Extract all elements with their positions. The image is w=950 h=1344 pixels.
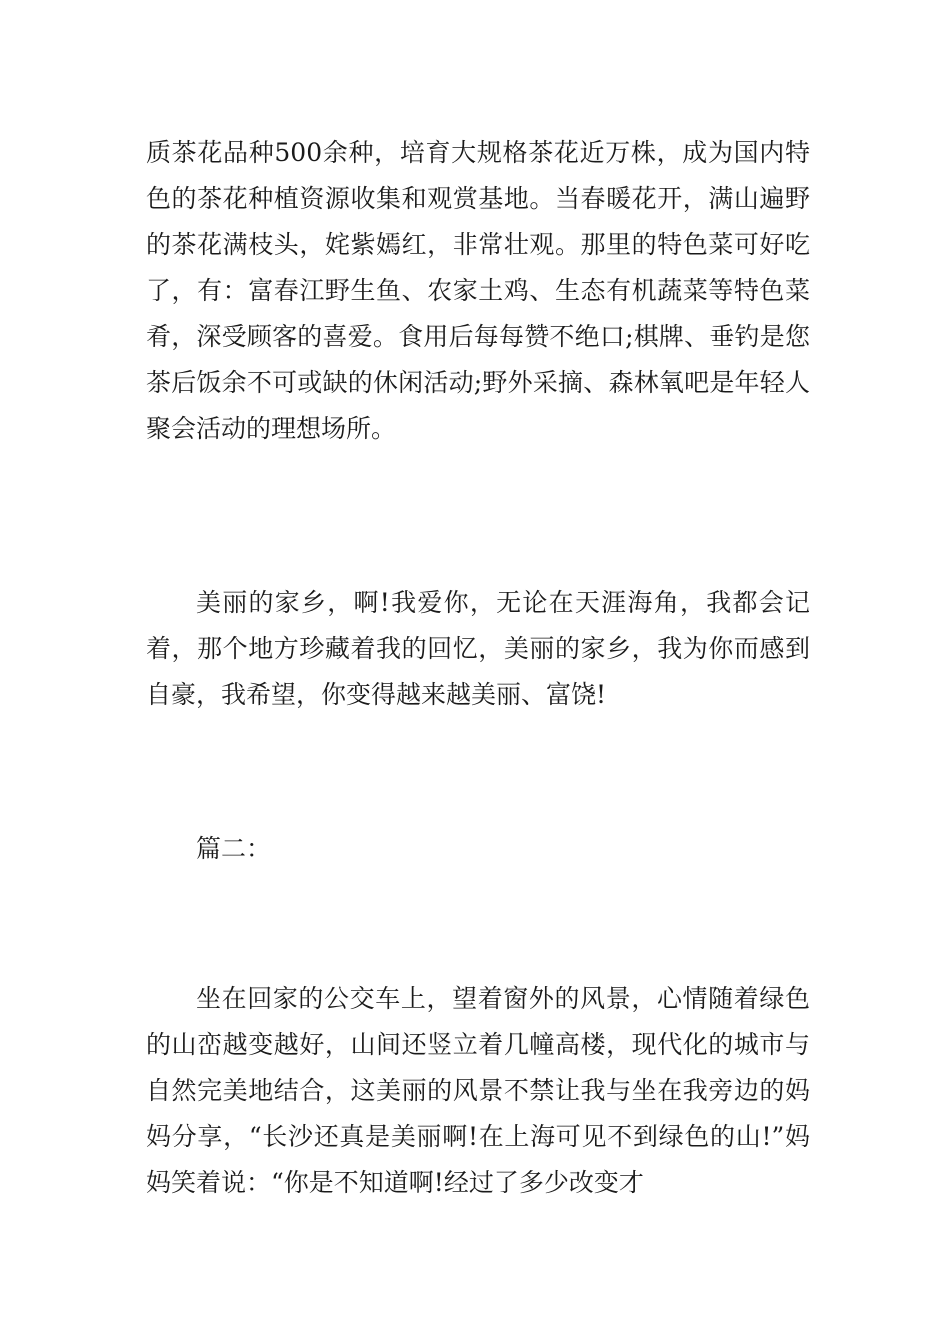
paragraph-bus-ride: 坐在回家的公交车上，望着窗外的风景，心情随着绿色的山峦越变越好，山间还竖立着几幢高楼，现代化的城市与自然完美地结合，这美丽的风景不禁让我与坐在我旁边的妈妈分享，“长沙还真是美丽啊!在上海可见不到绿色的山!”妈妈笑着说：“你是不知道啊!经过了多少改变才: [146, 984, 810, 1197]
paragraph-beautiful-hometown: 美丽的家乡，啊!我爱你，无论在天涯海角，我都会记着，那个地方珍藏着我的回忆，美丽的家乡，我为你而感到自豪，我希望，你变得越来越美丽、富饶!: [146, 588, 810, 709]
section-heading-part-two: 篇二：: [196, 834, 272, 863]
paragraph-camellia-base: 质茶花品种500余种，培育大规格茶花近万株，成为国内特色的茶花种植资源收集和观赏基地。当春暖花开，满山遍野的茶花满枝头，姹紫嫣红，非常壮观。那里的特色菜可好吃了，有：富春江野生鱼、农家土鸡、生态有机蔬菜等特色菜肴，深受顾客的喜爱。食用后每每赞不绝口;棋牌、垂钓是您茶后饭余不可或缺的休闲活动;野外采摘、森林氧吧是年轻人聚会活动的理想场所。: [146, 138, 810, 443]
